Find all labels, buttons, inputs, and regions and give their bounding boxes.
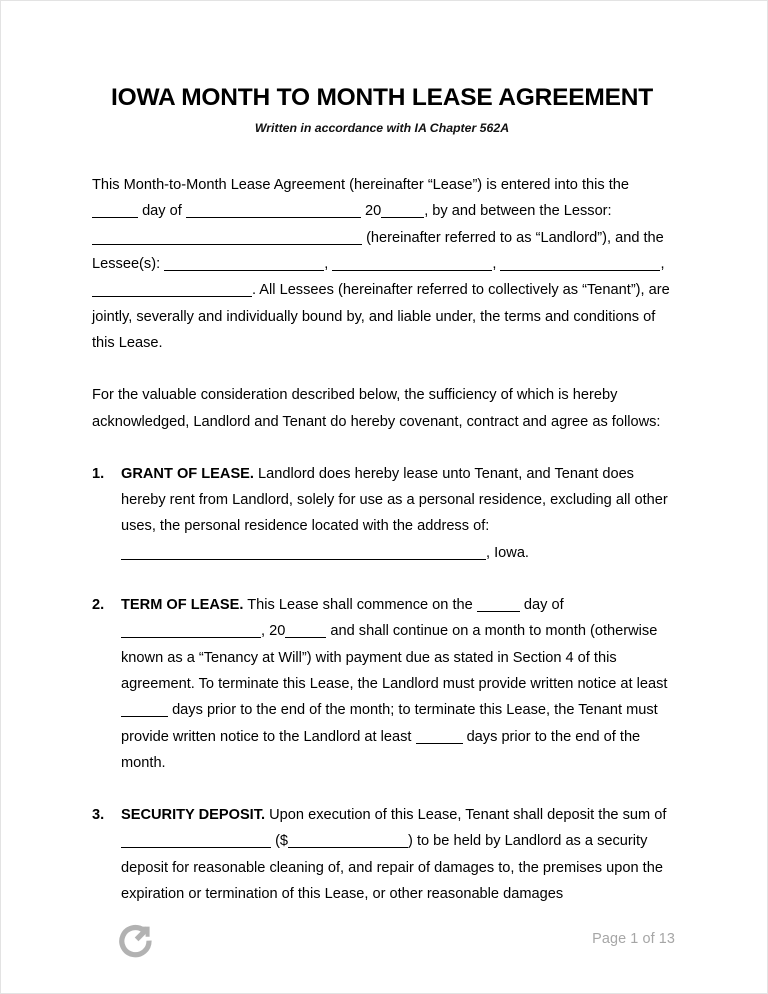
intro-comma-1: , bbox=[324, 256, 329, 273]
intro-paragraph bbox=[92, 172, 672, 356]
page-footer bbox=[1, 913, 767, 993]
blank-lessee-4[interactable] bbox=[92, 283, 252, 297]
consideration-paragraph: For the valuable consideration described below, the sufficiency of which is hereby acknowledged, Landlord and Tenant do hereby covenant, contract and agree as follows: bbox=[92, 387, 661, 430]
clause-2-body bbox=[121, 592, 672, 776]
intro-comma-2: , bbox=[492, 256, 497, 273]
blank-commence-day[interactable] bbox=[477, 598, 520, 612]
clause-3-text-c: ) to be held by Landlord as a security deposit for reasonable cleaning of, and repair of damages to, the premises upon the expiration or termination of this Lease, or other reasonable damages bbox=[121, 833, 663, 902]
blank-lessee-2[interactable] bbox=[332, 257, 492, 271]
clause-2-term-of-lease bbox=[92, 592, 672, 776]
intro-lessee-label: the Lessee(s): bbox=[92, 229, 664, 273]
blank-lessee-1[interactable] bbox=[164, 257, 324, 271]
blank-landlord-name[interactable] bbox=[92, 231, 362, 245]
blank-property-address[interactable] bbox=[121, 546, 486, 560]
clause-2-number: 2. bbox=[92, 597, 105, 614]
clause-1-state: , Iowa. bbox=[486, 544, 529, 561]
blank-commence-year[interactable] bbox=[285, 624, 326, 638]
clause-3-body bbox=[121, 802, 672, 907]
page-title: IOWA MONTH TO MONTH LEASE AGREEMENT bbox=[111, 84, 653, 111]
clause-1-grant-of-lease bbox=[92, 461, 672, 566]
clause-1-body bbox=[121, 461, 672, 566]
intro-line6: referred to collectively as “Tenant”), are jointly, severally and individually bound by, and bbox=[92, 282, 670, 325]
blank-month-name[interactable] bbox=[186, 204, 361, 218]
blank-day-number[interactable] bbox=[92, 204, 138, 218]
blank-deposit-amount[interactable] bbox=[288, 834, 408, 848]
blank-tenant-notice-days[interactable] bbox=[416, 730, 463, 744]
clause-2-text-d: and shall continue on a month to month (otherwise known as a “Tenancy at Will”) with payment due as stated in Section 4 of this agreement. To terminate this Lease, the Landlord must provide written notice at least bbox=[121, 623, 668, 692]
blank-landlord-notice-days[interactable] bbox=[121, 703, 168, 717]
blank-commence-month[interactable] bbox=[121, 624, 261, 638]
intro-day-of-label: day of bbox=[142, 203, 182, 220]
clause-1-title: GRANT OF LEASE. bbox=[121, 465, 254, 482]
blank-lessee-3[interactable] bbox=[500, 257, 660, 271]
intro-landlord-label: (hereinafter referred to as “Landlord”), and bbox=[366, 229, 640, 246]
clause-2-day-of-label: day of bbox=[523, 597, 564, 614]
clause-3-security-deposit bbox=[92, 802, 672, 907]
intro-year-prefix: 20 bbox=[364, 203, 382, 220]
circular-arrow-external-logo-icon bbox=[116, 918, 158, 960]
clause-3-dollar-prefix: ($ bbox=[275, 833, 289, 850]
page-number-label: Page 1 of 13 bbox=[592, 931, 675, 947]
intro-lessor-label: , by and between the Lessor: bbox=[424, 203, 612, 220]
clause-2-title: TERM OF LEASE. bbox=[121, 597, 244, 614]
clause-1-number: 1. bbox=[92, 465, 105, 482]
blank-deposit-words[interactable] bbox=[121, 834, 271, 848]
clause-3-number: 3. bbox=[92, 807, 105, 824]
intro-comma-3: , bbox=[660, 256, 665, 273]
blank-year[interactable] bbox=[381, 204, 424, 218]
intro-line1: This Month-to-Month Lease Agreement (hereinafter “Lease”) is entered into this the bbox=[92, 177, 630, 194]
clause-2-text-a: This Lease shall commence on the bbox=[247, 597, 473, 614]
intro-line7: liable under, the terms and conditions of this Lease. bbox=[92, 308, 656, 351]
clause-1-text: Landlord does hereby lease unto Tenant, and Tenant does hereby rent from Landlord, solely for use as a personal residence, excluding all other uses, the personal residence located with the address of: bbox=[121, 465, 668, 535]
clause-2-year-prefix: , 20 bbox=[261, 623, 286, 640]
clause-2-text-f: days prior to the end of the month. bbox=[121, 728, 641, 771]
document-content bbox=[92, 1, 672, 907]
clause-3-title: SECURITY DEPOSIT. bbox=[121, 807, 266, 824]
clause-2-text-e: days prior to the end of the month; to terminate this Lease, the Tenant must provide written notice to the Landlord at least bbox=[121, 702, 658, 745]
intro-all-lessees-label: . All Lessees (hereinafter bbox=[252, 282, 413, 299]
clause-3-text-a: Upon execution of this Lease, Tenant shall deposit the sum of bbox=[269, 807, 667, 824]
page-subtitle: Written in accordance with IA Chapter 562A bbox=[254, 121, 510, 136]
